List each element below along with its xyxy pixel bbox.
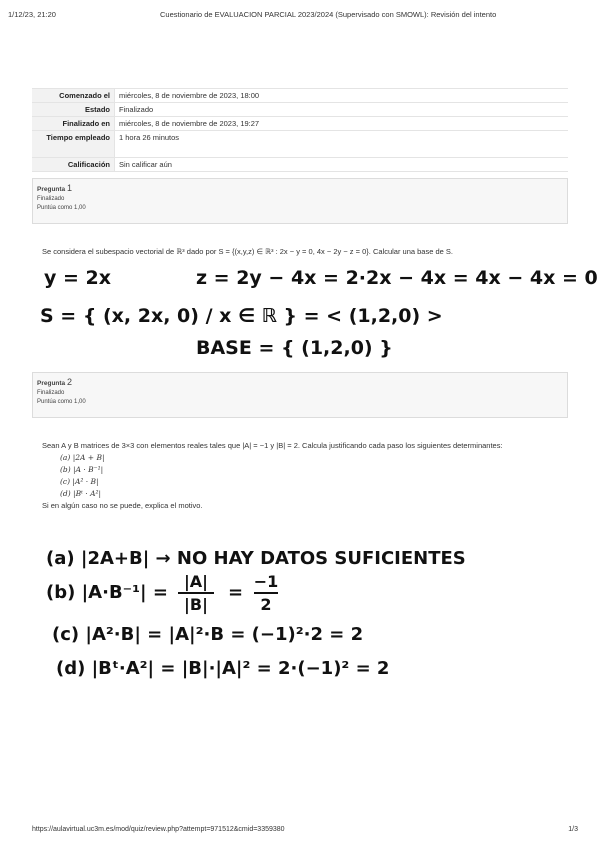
- summary-value: miércoles, 8 de noviembre de 2023, 19:27: [115, 117, 569, 131]
- summary-row: [32, 103, 568, 117]
- print-datetime: 1/12/23, 21:20: [8, 10, 56, 19]
- question-1-statement: Se considera el subespacio vectorial de ℝ³ dado por S = {(x,y,z) ∈ ℝ³ : 2x − y = 0, 4x − 2y − z = 0}. Calcular una base de S.: [42, 247, 453, 256]
- page-title: Cuestionario de EVALUACION PARCIAL 2023/2024 (Supervisado con SMOWL): Revisión del intento: [160, 10, 497, 19]
- statement-intro: Sean A y B matrices de 3×3 con elementos reales tales que |A| = −1 y |B| = 2. Calcula justificando cada paso los siguientes determinantes:: [42, 441, 503, 450]
- determinant-item: (c) |A² · B|: [60, 477, 99, 486]
- hand-line-b: (b) |A·B⁻¹| =: [46, 582, 168, 603]
- summary-key: Estado: [32, 103, 115, 117]
- hand-line-d: (d) |Bᵗ·A²| = |B|·|A|² = 2·(−1)² = 2: [56, 658, 390, 679]
- print-header: [0, 10, 600, 24]
- summary-value: Finalizado: [115, 103, 569, 117]
- statement-note: Si en algún caso no se puede, explica el motivo.: [42, 501, 203, 510]
- determinant-list: [60, 452, 572, 500]
- page-number: 1/3: [568, 826, 578, 833]
- question-2-handwritten-answer: [0, 540, 600, 690]
- determinant-item: (a) |2A + B|: [60, 453, 105, 462]
- question-status: Finalizado: [37, 390, 65, 396]
- attempt-summary-table: [32, 88, 568, 172]
- summary-row: [32, 117, 568, 131]
- question-2-statement: [42, 440, 572, 512]
- hand-line: z = 2y − 4x = 2·2x − 4x = 4x − 4x = 0: [196, 267, 598, 289]
- summary-key: Calificación: [32, 158, 115, 172]
- hand-fraction-den: |B|: [184, 595, 208, 614]
- hand-fraction-num: −1: [253, 572, 279, 591]
- hand-equals: =: [228, 582, 244, 603]
- hand-line: BASE = { (1,2,0) }: [196, 337, 393, 359]
- summary-value: miércoles, 8 de noviembre de 2023, 18:00: [115, 89, 569, 103]
- question-number: Pregunta 1: [37, 183, 72, 193]
- hand-line-c: (c) |A²·B| = |A|²·B = (−1)²·2 = 2: [52, 624, 364, 645]
- summary-value: Sin calificar aún: [115, 158, 569, 172]
- question-points: Puntúa como 1,00: [37, 205, 86, 211]
- question-1-handwritten-answer: [0, 262, 600, 372]
- question-number: Pregunta 2: [37, 377, 72, 387]
- summary-key: Tiempo empleado: [32, 131, 115, 158]
- hand-fraction-den: 2: [260, 595, 272, 614]
- hand-line-a: (a) |2A+B| → NO HAY DATOS SUFICIENTES: [46, 548, 466, 569]
- hand-line: S = { (x, 2x, 0) / x ∈ ℝ } = < (1,2,0) >: [40, 305, 443, 327]
- summary-value: 1 hora 26 minutos: [115, 131, 569, 158]
- question-status: Finalizado: [37, 196, 65, 202]
- summary-key: Finalizado en: [32, 117, 115, 131]
- determinant-item: (d) |Bᵗ · A²|: [60, 489, 102, 498]
- question-2-info: [32, 372, 568, 418]
- summary-row: [32, 131, 568, 158]
- summary-row: [32, 89, 568, 103]
- question-1-info: [32, 178, 568, 224]
- summary-key: Comenzado el: [32, 89, 115, 103]
- summary-row: [32, 158, 568, 172]
- page-url: https://aulavirtual.uc3m.es/mod/quiz/review.php?attempt=971512&cmid=3359380: [32, 826, 285, 833]
- hand-fraction-num: |A|: [183, 572, 209, 591]
- determinant-item: (b) |A · B⁻¹|: [60, 465, 104, 474]
- hand-line: y = 2x: [44, 267, 112, 289]
- question-points: Puntúa como 1,00: [37, 399, 86, 405]
